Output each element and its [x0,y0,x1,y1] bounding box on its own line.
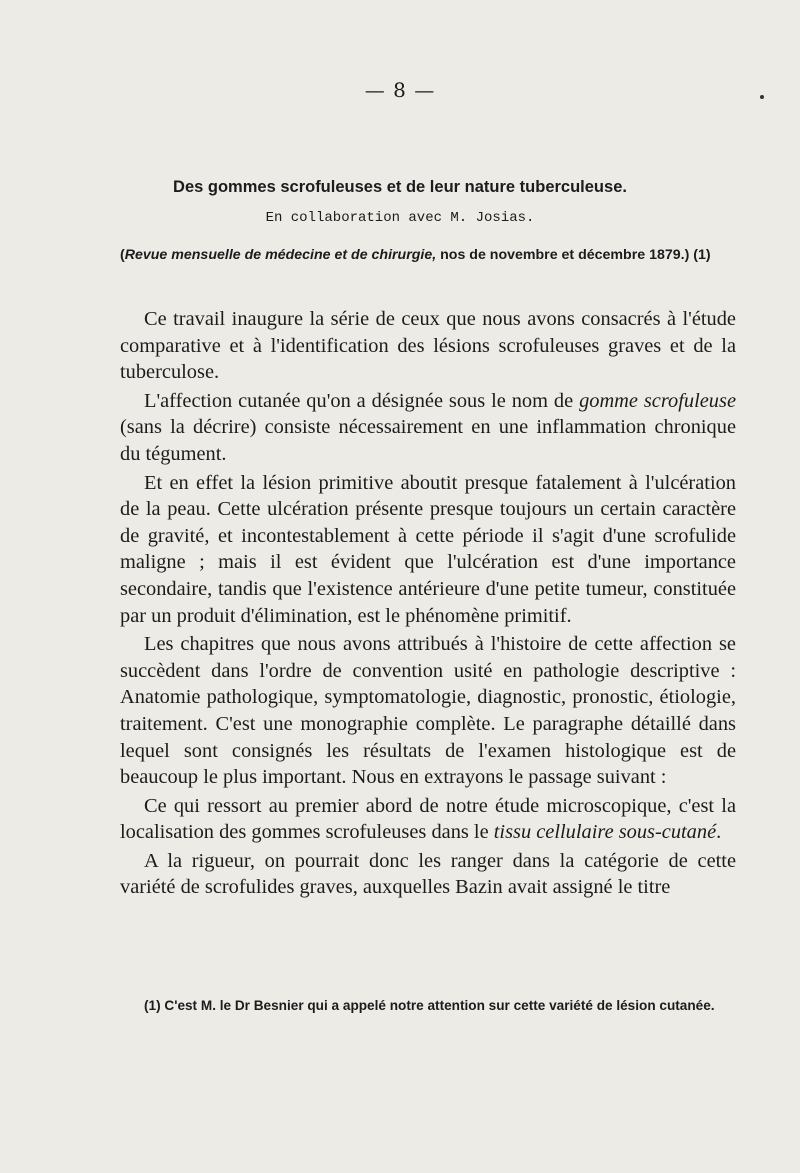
publication-reference [120,247,740,263]
footnote [120,996,736,1015]
ink-speck [760,95,764,99]
footnote-text: (1) C'est M. le Dr Besnier qui a appelé notre attention sur cette variété de lésion cutanée. [144,998,715,1013]
paragraph-3: Et en effet la lésion primitive aboutit presque fatalement à l'ulcération de la peau. Cette ulcération présente presque toujours un certain caractère de gravité, et incontestablement à cette période il s'agit d'une scrofulide maligne ; mais il est évident que l'ulcération est d'une importance secondaire, tandis que l'existence antérieure d'une petite tumeur, constituée par un produit d'élimination, est le phénomène primitif. [120,471,736,627]
paragraph-2-italic: gomme scrofuleuse [579,389,736,412]
collaboration-line: En collaboration avec M. Josias. [265,210,535,226]
paragraph-2 [120,388,736,468]
reference-open-paren: ( [120,247,125,263]
article-title: Des gommes scrofuleuses et de leur nature tuberculeuse. [173,178,627,196]
paragraph-5 [120,793,736,846]
paragraph-2-text-b: (sans la décrire) consiste nécessairement en une inflammation chronique du tégument. [120,416,736,465]
paragraph-5-italic: tissu cellulaire sous-cutané [493,821,717,844]
paragraph-5-text-a: Ce qui ressort au premier abord de notre étude microscopique, c'est la localisation des gommes scrofuleuses dans le [120,794,736,844]
article-body [120,306,736,901]
page-number: — 8 — [364,78,436,102]
journal-name: Revue mensuelle de médecine et de chirurgie, [124,247,437,263]
paragraph-2-text-a: L'affection cutanée qu'on a désignée sous le nom de [144,389,580,412]
issue-info: nos de novembre et décembre 1879.) (1) [436,247,711,263]
paragraph-1: Ce travail inaugure la série de ceux que nous avons consacrés à l'étude comparative et à l'identification des lésions scrofuleuses graves et de la tuberculose. [120,308,736,384]
paragraph-6: A la rigueur, on pourrait donc les ranger dans la catégorie de cette variété de scrofulides graves, auxquelles Bazin avait assigné le titre [120,849,736,899]
paragraph-4: Les chapitres que nous avons attribués à l'histoire de cette affection se succèdent dans l'ordre de convention usité en pathologie descriptive : Anatomie pathologique, symptomatologie, diagnostic, pronostic, étiologie, traitement. C'est une monographie complète. Le paragraphe détaillé dans lequel sont consignés les résultats de l'examen histologique est de beaucoup le plus important. Nous en extrayons le passage suivant : [120,633,736,789]
paragraph-5-text-b: . [716,821,722,844]
